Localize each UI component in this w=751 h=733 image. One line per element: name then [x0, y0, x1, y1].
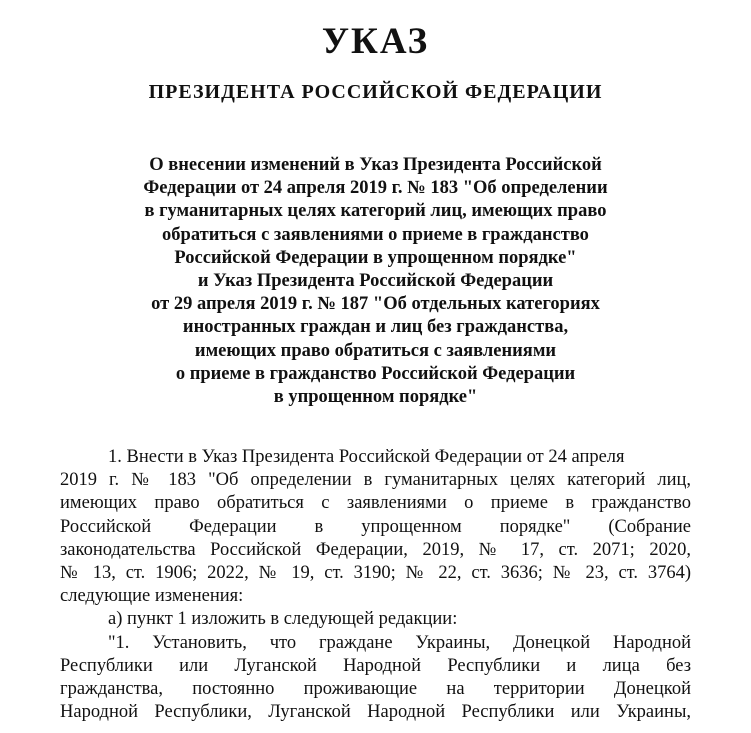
body-line: имеющих право обратиться с заявлениями о приеме в гражданство	[60, 493, 691, 514]
heading-line: иностранных граждан и лиц без гражданства,	[182, 317, 569, 338]
body-line: "1. Установить, что граждане Украины, Донецкой Народной	[108, 632, 691, 653]
heading-line: от 29 апреля 2019 г. № 187 "Об отдельных категориях	[151, 294, 600, 315]
heading-line: Российской Федерации в упрощенном порядке"	[174, 247, 577, 268]
body-line: № 13, ст. 1906; 2022, № 19, ст. 3190; № 22, ст. 3636; № 23, ст. 3764)	[60, 563, 691, 584]
heading-line: о приеме в гражданство Российской Федерации	[175, 363, 576, 384]
document-subtitle: ПРЕЗИДЕНТА РОССИЙСКОЙ ФЕДЕРАЦИИ	[148, 81, 603, 103]
heading-line: обратиться с заявлениями о приеме в гражданство	[162, 224, 589, 245]
heading-line: в упрощенном порядке"	[273, 387, 478, 408]
body-line: следующие изменения:	[60, 586, 244, 607]
heading-line: О внесении изменений в Указ Президента Российской	[149, 155, 602, 175]
body-line: Республики или Луганской Народной Республики и лица без	[60, 655, 691, 676]
body-line: 1. Внести в Указ Президента Российской Федерации от 24 апреля	[108, 447, 625, 467]
decree-heading	[60, 154, 691, 409]
heading-line: и Указ Президента Российской Федерации	[197, 271, 554, 292]
body-line: 2019 г. № 183 "Об определении в гуманитарных целях категорий лиц,	[60, 470, 691, 491]
body-line: а) пункт 1 изложить в следующей редакции:	[108, 609, 458, 630]
body-line: гражданства, постоянно проживающие на территории Донецкой	[60, 679, 691, 700]
body-line: Российской Федерации в упрощенном порядке" (Собрание	[60, 516, 691, 537]
body-line: Народной Республики, Луганской Народной Республики или Украины,	[60, 702, 691, 723]
heading-line: Федерации от 24 апреля 2019 г. № 183 "Об определении	[143, 178, 608, 199]
decree-body	[60, 446, 691, 724]
body-line: законодательства Российской Федерации, 2019, № 17, ст. 2071; 2020,	[60, 539, 691, 560]
heading-line: в гуманитарных целях категорий лиц, имеющих право	[144, 201, 607, 222]
heading-line: имеющих право обратиться с заявлениями	[194, 340, 557, 361]
document-title: УКАЗ	[321, 21, 430, 62]
